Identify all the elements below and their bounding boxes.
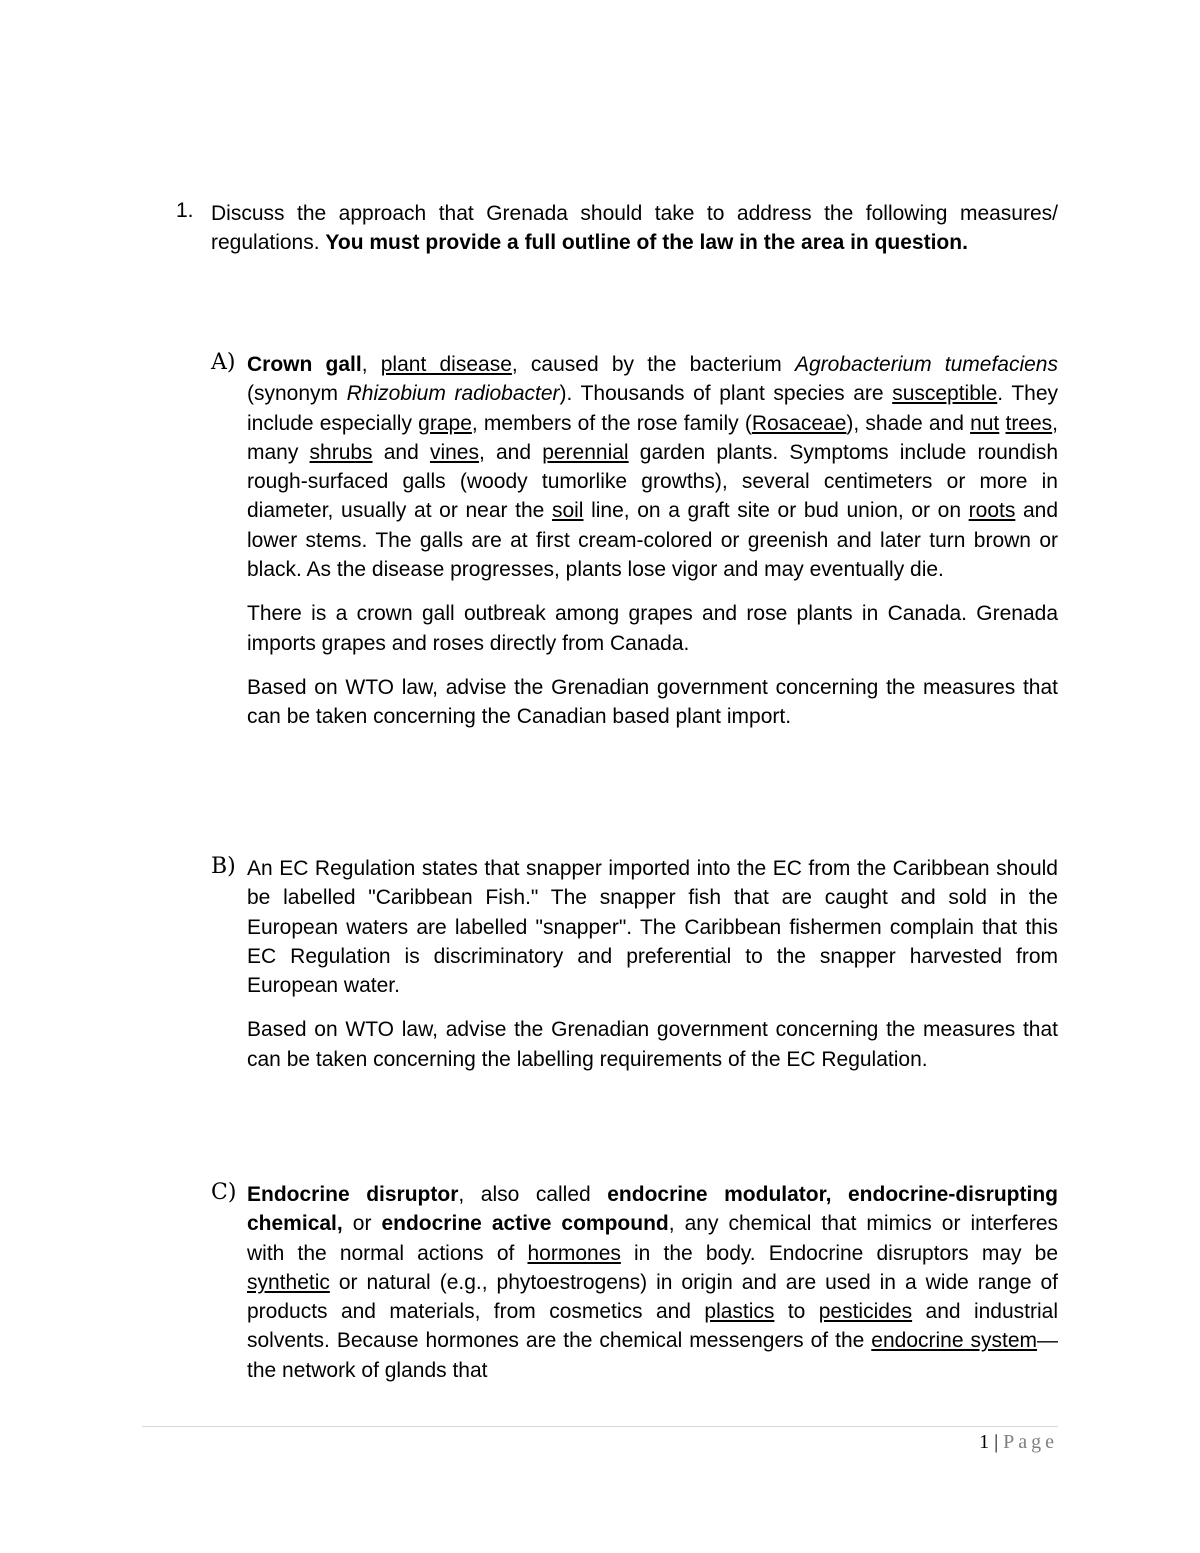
link-soil[interactable]: soil: [551, 499, 584, 523]
text-run: , and: [478, 440, 543, 464]
question-number: 1.: [176, 199, 194, 222]
footer-divider: [142, 1426, 1058, 1427]
term-endocrine-disruptor: Endocrine disruptor: [247, 1183, 459, 1206]
text-run: . They include especially: [247, 382, 1059, 435]
link-perennial[interactable]: perennial: [542, 440, 629, 464]
section-b-marker: B): [211, 854, 236, 879]
page-label: Page: [1003, 1431, 1058, 1453]
section-a-paragraph-3: Based on WTO law, advise the Grenadian government concerning the measures that can be taken concerning the Canadian based plant import.: [247, 675, 1058, 729]
text-run: ). Thousands of plant species are: [559, 382, 893, 406]
link-grape[interactable]: grape: [418, 411, 472, 435]
text-run: and industrial solvents. Because hormones are the chemical messengers of the: [247, 1300, 1058, 1353]
link-synthetic[interactable]: synthetic: [247, 1270, 330, 1294]
text-run: to: [774, 1300, 819, 1324]
text-run: , caused by the bacterium: [511, 353, 795, 376]
link-endocrine-system[interactable]: endocrine system: [871, 1329, 1038, 1353]
page-footer: [979, 1431, 1058, 1454]
term-endocrine-active-compound: endocrine active compound: [381, 1212, 669, 1236]
link-pesticides[interactable]: pesticides: [818, 1300, 913, 1324]
link-plant-disease[interactable]: plant disease: [380, 353, 512, 376]
question-instruction: You must provide a full outline of the law in the area in question.: [325, 231, 968, 254]
question-text: [211, 199, 1058, 257]
text-run: or natural (e.g., phytoestrogens) in origin and are used in a wide range of products and materials, from cosmetics and: [247, 1270, 1058, 1324]
text-run: —the network of glands that: [247, 1329, 1059, 1382]
section-b-paragraph-2: Based on WTO law, advise the Grenadian government concerning the measures that can be taken concerning the labelling requirements of the EC Regulation.: [247, 1018, 1058, 1071]
text-run: , many: [247, 411, 1059, 464]
text-run: line, on a graft site or bud union, or on: [583, 499, 969, 523]
link-roots[interactable]: roots: [968, 499, 1016, 523]
section-a-marker: A): [211, 350, 236, 375]
synonym-name: Rhizobium radiobacter: [346, 382, 560, 406]
text-run: ), shade and: [846, 411, 971, 435]
link-rosaceae[interactable]: Rosaceae: [751, 411, 847, 435]
section-a-paragraph-1: Crown gall, plant disease, caused by the bacterium Agrobacterium tumefaciens (synonym Rhizobium radiobacter). Thousands of plant species are susceptible. They include especially grape, members of the rose family (Rosaceae), shade and nut trees, many shrubs and vines, and perennial garden plants. Symptoms include roundish rough-surfaced galls (woody tumorlike growths), several centimeters or more in diameter, usually at or near the soil line, on a graft site or bud union, or on roots and lower stems. The galls are at first cream-colored or greenish and later turn brown or black. As the disease progresses, plants lose vigor and may eventually die.: [247, 353, 1059, 582]
section-c-paragraph-1: [247, 1180, 1058, 1385]
text-run: and lower stems. The galls are at first cream-colored or greenish and later turn brown or black. As the disease progresses, plants lose vigor and may eventually die.: [247, 499, 1058, 582]
section-a-paragraph-2: There is a crown gall outbreak among grapes and rose plants in Canada. Grenada imports grapes and roses directly from Canada.: [247, 602, 1058, 655]
term-crown-gall: Crown gall: [247, 353, 362, 376]
section-c: [211, 1180, 1058, 1385]
term-endocrine-modulator: endocrine modulator, endocrine-disrupting chemical,: [247, 1183, 1058, 1236]
text-run: , any chemical that mimics or interferes with the normal actions of: [247, 1212, 1059, 1265]
link-nut[interactable]: nut: [970, 411, 1000, 435]
text-run: and: [372, 440, 430, 464]
link-hormones[interactable]: hormones: [527, 1241, 621, 1265]
text-run: garden plants. Symptoms include roundish rough-surfaced galls (woody tumorlike growths), several centimeters or more in diameter, usually at or near the: [247, 440, 1059, 523]
text-run: , also called: [458, 1183, 608, 1206]
species-name: Agrobacterium tumefaciens: [795, 353, 1058, 376]
text-run: in the body. Endocrine disruptors may be: [620, 1241, 1058, 1265]
section-b-paragraph-1: An EC Regulation states that snapper imported into the EC from the Caribbean should be labelled "Caribbean Fish." The snapper fish that are caught and sold in the European waters are labelled "snapper". The Caribbean fishermen complain that this EC Regulation is discriminatory and preferential to the snapper harvested from European water.: [247, 857, 1058, 998]
text-run: (synonym: [247, 382, 347, 406]
link-plastics[interactable]: plastics: [704, 1300, 775, 1324]
section-a: [211, 350, 1058, 732]
question-intro: Discuss the approach that Grenada should take to address the following measures/ regulations.: [211, 202, 1058, 254]
link-susceptible[interactable]: susceptible: [892, 382, 998, 406]
link-vines[interactable]: vines: [429, 440, 479, 464]
link-trees[interactable]: trees: [1005, 411, 1053, 435]
text-run: , members of the rose family (: [471, 411, 752, 435]
page-number: 1: [979, 1431, 990, 1453]
footer-separator: |: [994, 1431, 999, 1453]
text-run: or: [342, 1212, 382, 1236]
question-1: [176, 199, 1058, 257]
link-shrubs[interactable]: shrubs: [309, 440, 373, 464]
section-b: [211, 854, 1058, 1074]
section-c-marker: C): [211, 1180, 237, 1205]
